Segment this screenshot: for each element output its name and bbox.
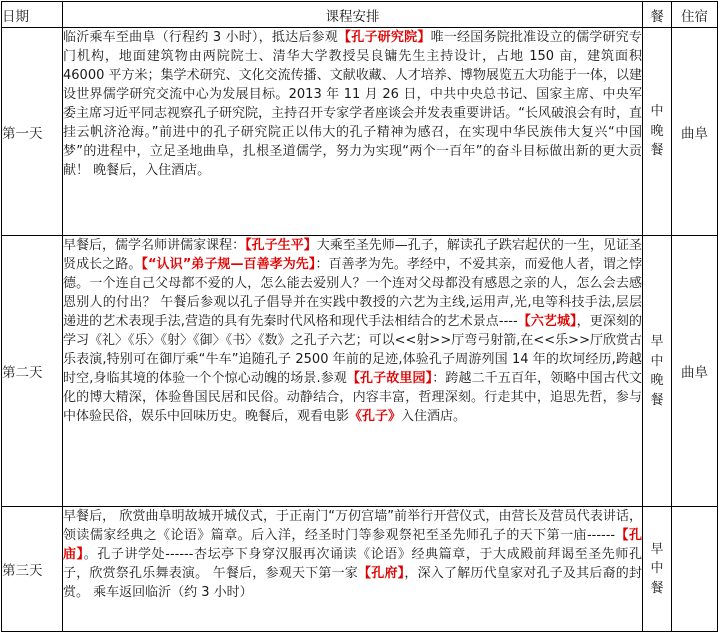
schedule-text: 临沂乘车至曲阜（行程约 3 小时），抵达后参观 <box>63 30 338 45</box>
highlight-text: 【孔子研究院】 <box>338 30 431 45</box>
table-row <box>2 236 718 507</box>
day-meals <box>643 507 672 632</box>
header-meals: 餐 <box>643 2 672 28</box>
schedule-text: 。孔子讲学处------杏坛亭下身穿汉服再次诵读《论语》经典篇章，于大成殿前拜谒至圣先师孔子，欣赏祭孔乐舞表演。 午餐后，参观天下第一家 <box>63 547 642 581</box>
day-label: 第二天 <box>2 236 63 507</box>
day-label: 第三天 <box>2 507 63 632</box>
day-schedule <box>63 28 643 236</box>
highlight-text: 【孔府】 <box>358 566 405 581</box>
schedule-text: 大乘至圣先师—孔子，解读孔子跌宕起伏的一生，见证圣贤成长之路。 <box>63 238 642 272</box>
day-meals <box>643 236 672 507</box>
schedule-text: ，深入了解历代皇家对孔子及其后裔的封赏。 乘车返回临沂（约 3 小时） <box>63 566 642 600</box>
highlight-text: 【孔庙】 <box>63 528 642 562</box>
highlight-text: 【六艺城】 <box>517 314 577 329</box>
day-schedule <box>63 236 643 507</box>
meals-text: 早中餐 <box>650 541 664 596</box>
day-lodging: 曲阜 <box>672 28 718 236</box>
day-lodging <box>672 507 718 632</box>
meals-text: 早中晚餐 <box>650 334 664 408</box>
schedule-text: ：百善孝为先。孝经中，不爱其亲，而爱他人者，谓之悖德。一个连自己父母都不爱的人，怎么能去爱别人？一个连对父母都没有感恩之亲的人，怎么会去感恩别人的付出？ 午餐后参观以孔子倡导并在实践中教授的六艺为主线,运用声,光,电等科技手法,层层递进的艺术表现手法,营造的具有先秦时代风格和现代手法相结合的艺术景点---- <box>63 257 642 329</box>
schedule-text: 唯一经国务院批准设立的儒学研究专门机构，地面建筑物由两院院士、清华大学教授吴良镛先生主持设计，占地 150 亩，建筑面积 46000 平方米；集学术研究、文化交流传播、文献收藏、人才培养、博物展览五大功能于一体，以建设世界儒学研究交流中心为发展目标。2013 年 11 月 26 日，中共中央总书记、国家主席、中央军委主席习近平同志视察孔子研究院，主持召开专家学者座谈会并发表重要讲话。“长风破浪会有时，直挂云帆济沧海。”前进中的孔子研究院正以伟大的孔子精神为感召，在实现中华民族伟大复兴“中国梦”的进程中，立足圣地曲阜，扎根圣道儒学，努力为实现“两个一百年”的奋斗目标做出新的更大贡献！ 晚餐后，入住酒店。 <box>63 30 642 178</box>
day-meals <box>643 28 672 236</box>
highlight-text: 【孔子故里园】 <box>346 371 433 386</box>
schedule-text: ：跨越二千五百年，领略中国古代文化的博大精深，体验鲁国民居和民俗。动静结合，内容丰富，哲理深刻。行走其中，追思先哲，参与中体验民俗，娱乐中回味历史。晚餐后，观看电影 <box>63 371 642 424</box>
table-row <box>2 507 718 632</box>
schedule-text: ，更深刻的学习《礼〉《乐〉《射〉《御〉《书〉《数》之孔子六艺；可以<<射>>厅弯弓射箭,在<<乐>>厅欣赏古乐表演,特别可在御厅乘“牛车”追随孔子 2500 年前的足迹,体验孔子周游列国 14 年的坎坷经历,跨越时空,身临其境的体验一个个惊心动魄的场景.参观 <box>63 314 642 386</box>
day-schedule <box>63 507 643 632</box>
highlight-text: 【孔子生平】 <box>245 238 317 253</box>
schedule-text: 入住酒店。 <box>401 409 467 424</box>
day-lodging: 曲阜 <box>672 236 718 507</box>
day-label: 第一天 <box>2 28 63 236</box>
schedule-text: 早餐后， 欣赏曲阜明故城开城仪式，于正南门“万仞宫墙”前举行开营仪式，由营长及营员代表讲话，领读儒家经典之《论语》篇章。后入洋，经圣时门等参观祭祀至圣先师孔子的天下第一庙------ <box>63 509 642 543</box>
highlight-text: 【“认识”弟子规—百善孝为先】 <box>141 257 316 272</box>
header-lodging: 住宿 <box>672 2 718 28</box>
itinerary-table <box>1 1 718 632</box>
highlight-text: 《孔子》 <box>349 409 402 424</box>
header-schedule: 课程安排 <box>63 2 643 28</box>
header-date: 日期 <box>2 2 63 28</box>
meals-text: 中晚餐 <box>650 104 664 159</box>
table-row <box>2 28 718 236</box>
schedule-text: 早餐后，儒学名师讲儒家课程： <box>63 238 246 253</box>
header-row <box>2 2 718 28</box>
